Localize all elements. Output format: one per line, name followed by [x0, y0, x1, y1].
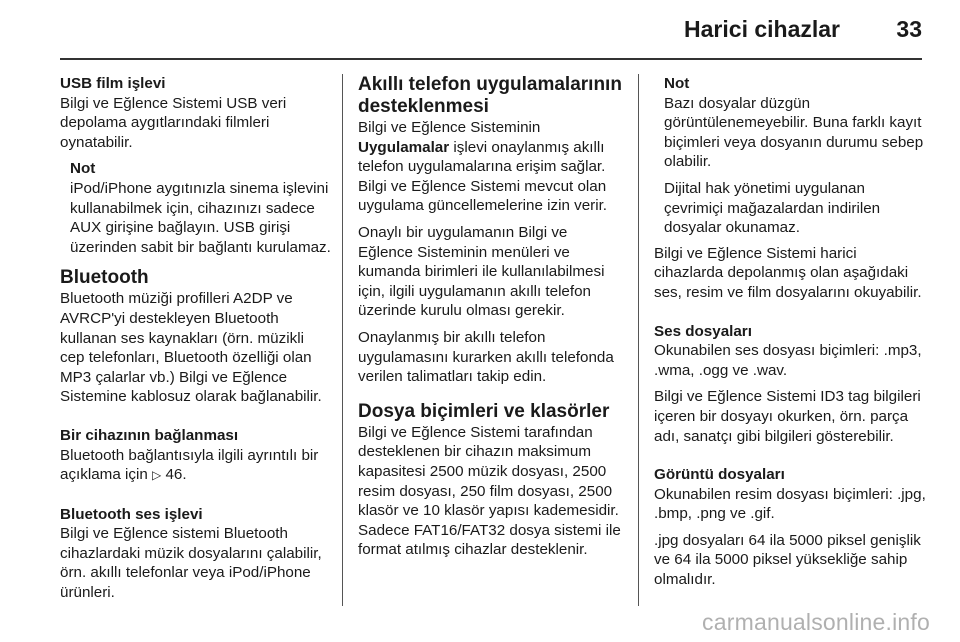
column-divider-1: [342, 74, 343, 606]
bluetooth-heading: Bluetooth: [60, 267, 149, 289]
page-reference-arrow-icon: ▷: [152, 468, 162, 483]
page-number: 33: [896, 16, 922, 42]
audio-heading: Ses dosyaları: [654, 322, 752, 340]
apps-heading: Akıllı telefon uygulamalarının desteklenmesi: [358, 74, 622, 117]
column-divider-2: [638, 74, 639, 606]
apps-text-2: Onaylı bir uygulamanın Bilgi ve Eğlence Sisteminin menüleri ve kumanda birimleri ile kullanılabilmesi için, ilgili uygulamanın akıllı telefon üzerinde kurulu olması gerekir.: [358, 223, 605, 320]
note-label-2: Not: [664, 75, 690, 92]
connect-page-ref[interactable]: 46.: [165, 466, 187, 484]
header-rule: [60, 58, 922, 60]
usb-film-text: Bilgi ve Eğlence Sistemi USB veri depolama aygıtlarındaki filmleri oynatabilir.: [60, 94, 287, 151]
note-block: [60, 159, 332, 257]
apps-text-pre: Bilgi ve Eğlence Sisteminin: [358, 119, 541, 136]
formats-heading: Dosya biçimleri ve klasörler: [358, 400, 610, 422]
apps-text-bold: Uygulamalar: [358, 138, 450, 156]
audio-text-2: Bilgi ve Eğlence Sistemi ID3 tag bilgileri içeren bir dosyayı okurken, örn. parça adı, sanatçı gibi bilgileri gösterebilir.: [654, 388, 921, 445]
image-text-2: .jpg dosyaları 64 ila 5000 piksel genişlik ve 64 ila 5000 piksel yüksekliğe sahip olmalıdır.: [654, 531, 921, 589]
column-2: [358, 74, 624, 567]
image-text: Okunabilen resim dosyası biçimleri: .jpg, .bmp, .png ve .gif.: [654, 485, 926, 523]
note-block-2: [654, 74, 926, 238]
apps-text-post: işlevi onaylanmış akıllı telefon uygulamalarına erişim sağlar. Bilgi ve Eğlence Sistemi mevcut olan uygulama güncellemelerine izin verir.: [358, 138, 608, 215]
apps-text-3: Onaylanmış bir akıllı telefon uygulamasını kurarken akıllı telefonda verilen talimatları takip edin.: [358, 328, 614, 386]
note-text-1: Bazı dosyalar düzgün görüntülenemeyebilir. Buna farklı kayıt biçimleri veya dosyanın durumu sebep olabilir.: [664, 94, 924, 171]
note-text-2: Dijital hak yönetimi uygulanan çevrimiçi mağazalardan indirilen dosyalar okunamaz.: [664, 179, 881, 237]
image-heading: Görüntü dosyaları: [654, 466, 785, 484]
intro-text: Bilgi ve Eğlence Sistemi harici cihazlarda depolanmış olan aşağıdaki ses, resim ve film dosyalarını okuyabilir.: [654, 244, 922, 301]
note-text: iPod/iPhone aygıtınızla sinema işlevini kullanabilmek için, cihazınızı sadece AUX girişine bağlayın. USB girişi üzerinden sabit bir bağlantı kurulamaz.: [70, 179, 331, 256]
column-3: [654, 74, 926, 597]
bt-audio-text: Bilgi ve Eğlence sistemi Bluetooth cihazlardaki müzik dosyalarını çalabilir, örn. akıllı telefonlar veya iPod/iPhone ürünleri.: [60, 525, 322, 602]
usb-film-heading: USB film işlevi: [60, 75, 166, 92]
header-title: Harici cihazlar: [684, 16, 840, 42]
note-label: Not: [70, 160, 96, 178]
connect-text: [60, 446, 332, 486]
connect-text-body: Bluetooth bağlantısıyla ilgili ayrıntılı bir açıklama için: [60, 446, 319, 484]
connect-heading: Bir cihazının bağlanması: [60, 426, 239, 444]
audio-text: Okunabilen ses dosyası biçimleri: .mp3, .wma, .ogg ve .wav.: [654, 342, 922, 379]
formats-text: Bilgi ve Eğlence Sistemi tarafından desteklenen bir cihazın maksimum kapasitesi 2500 müzik dosyası, 2500 resim dosyası, 250 film dosyası, 2500 klasör ve 10 klasör yapısı kademesidir. Sadece FAT16/FAT32 dosya sistemi ile format atılmış cihazlar desteklenir.: [358, 423, 621, 559]
apps-text: [358, 118, 624, 216]
watermark: carmanualsonline.info: [702, 609, 930, 635]
column-1: [60, 74, 332, 610]
bluetooth-text: Bluetooth müziği profilleri A2DP ve AVRCP'yi destekleyen Bluetooth kullanan ses kaynakları (örn. müzikli cep telefonları, Bluetooth özelliği olan MP3 çalarlar vb.) Bilgi ve Eğlence Sistemine kablosuz olarak bağlanabilir.: [60, 290, 322, 406]
bt-audio-heading: Bluetooth ses işlevi: [60, 505, 203, 523]
